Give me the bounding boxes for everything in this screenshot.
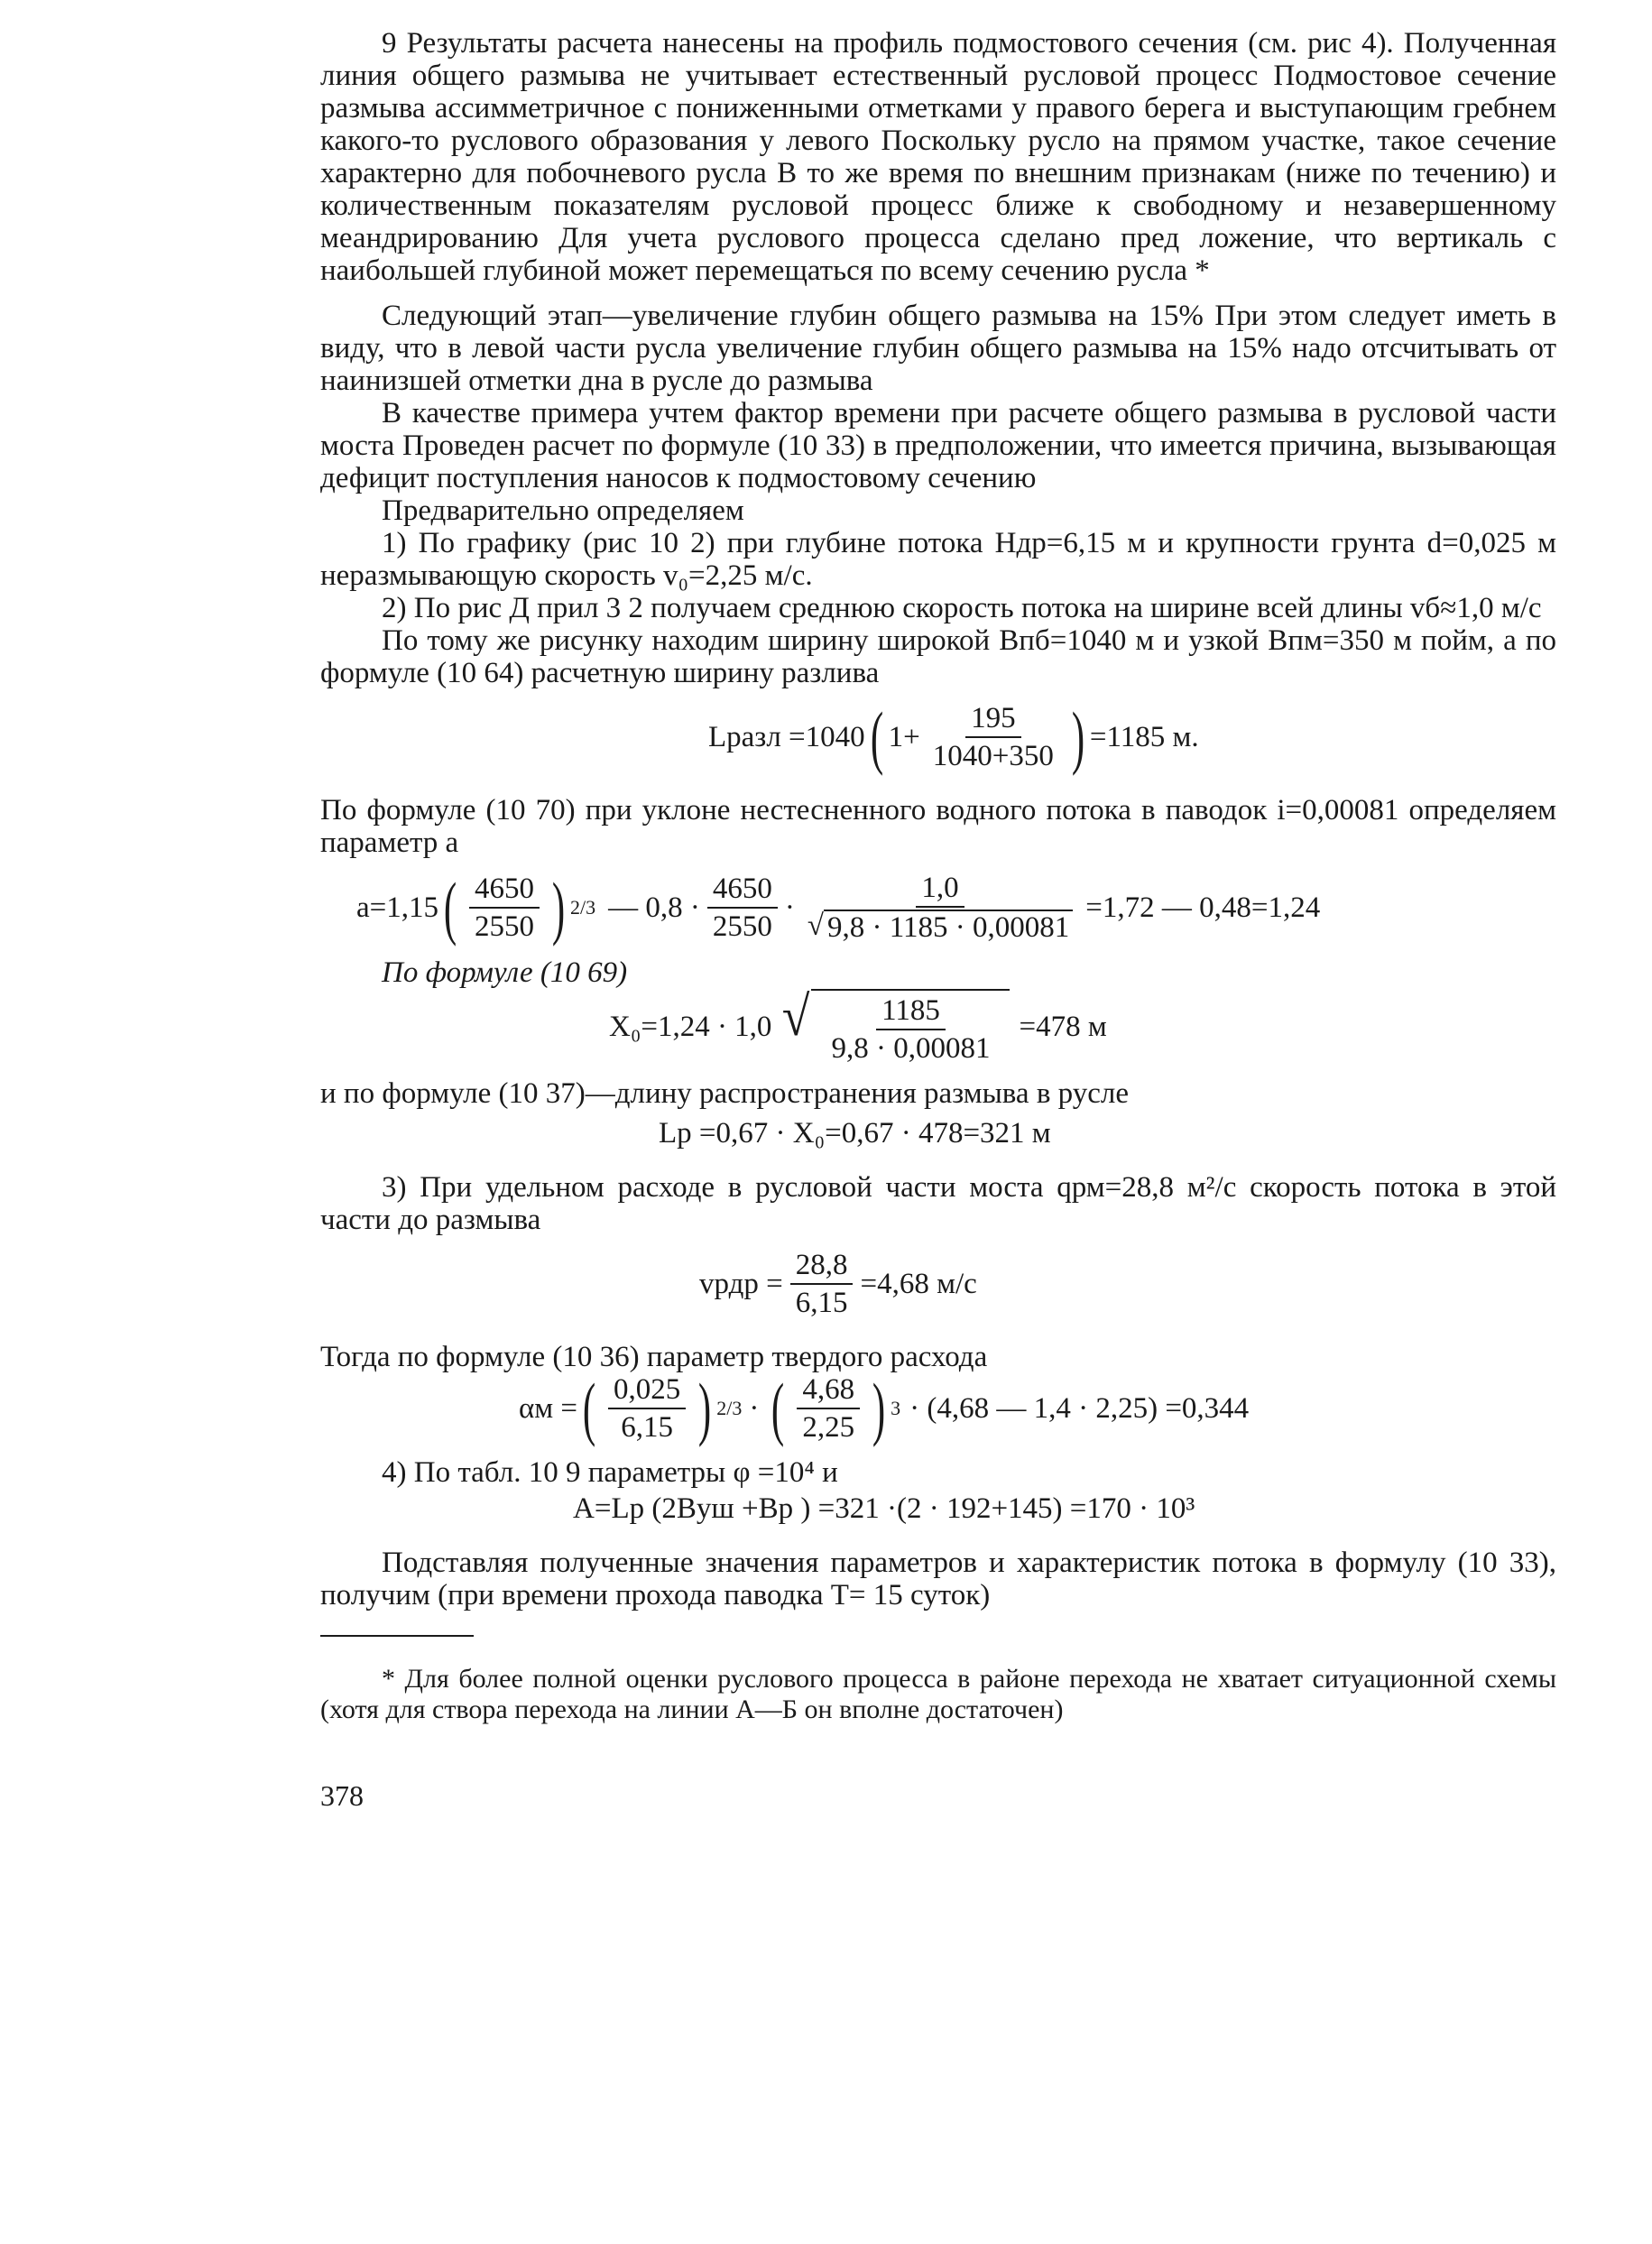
fraction [797, 1373, 860, 1444]
paren-right: ) [551, 868, 566, 947]
exponent: 3 [891, 1397, 901, 1419]
denominator: 2550 [712, 910, 772, 943]
formula-rhs: =478 м [1019, 1011, 1107, 1043]
sqrt-icon: √ [782, 986, 810, 1048]
numerator: 4,68 [797, 1373, 860, 1409]
formula-x0 [609, 986, 1556, 1065]
paren-right: ) [1071, 697, 1085, 776]
fraction [707, 873, 778, 943]
fraction [469, 873, 540, 943]
footnote-divider [320, 1635, 474, 1637]
sqrt-icon: √ [807, 910, 824, 942]
fraction [608, 1373, 686, 1444]
paren-left: ( [870, 697, 883, 776]
exponent: 2/3 [569, 896, 596, 919]
paragraph-substitution: Подставляя полученные значения параметров и характеристик потока в формулу (10 33), получим (при времени прохода паводка T= 15 суток) [320, 1547, 1556, 1611]
formula-rhs: · (4,68 — 1,4 · 2,25) =0,344 [909, 1392, 1250, 1425]
page-number: 378 [320, 1779, 364, 1812]
formula-rhs: =1185 м. [1089, 721, 1199, 753]
fraction [790, 1249, 854, 1319]
exponent: 2/3 [716, 1397, 743, 1419]
fraction [802, 872, 1078, 944]
numerator: 1,0 [916, 872, 964, 908]
paragraph-example: В качестве примера учтем фактор времени при расчете общего размыва в русловой части моста Проведен расчет по формуле (10 33) в предположении, что имеется причина, вызывающая дефицит поступления наносов к подмостовому сечению [320, 397, 1556, 494]
formula-lhs: a=1,15 [356, 891, 439, 924]
paragraph-formula-1037: и по формуле (10 37)—длину распространения размыва в русле [320, 1077, 1129, 1110]
formula-one-plus: 1+ [888, 721, 920, 753]
numerator: 195 [965, 702, 1021, 738]
paragraph-formula-1036: Тогда по формуле (10 36) параметр твердого расхода [320, 1341, 988, 1373]
dot-operator: · [749, 1392, 760, 1425]
item-1: 1) По графику (рис 10 2) при глубине потока Hдр=6,15 м и крупности грунта d=0,025 м неразмывающую скорость v₀=2,25 м/с. [320, 527, 1556, 592]
item-2: 2) По рис Д прил 3 2 получаем среднюю скорость потока на ширине всей длины vб≈1,0 м/с [382, 592, 1542, 624]
formula-lhs: vрдр = [699, 1268, 783, 1300]
numerator: 0,025 [608, 1373, 686, 1409]
paragraph-preliminary: Предварительно определяем [382, 494, 744, 527]
paragraph-formula-1069: По формуле (10 69) [382, 956, 628, 989]
footnote: * Для более полной оценки руслового процесса в районе перехода не хватает ситуационной схемы (хотя для створа перехода на линии А—Б он вполне достаточен) [320, 1664, 1556, 1724]
item-2-continued: По тому же рисунку находим ширину широкой Bпб=1040 м и узкой Bпм=350 м пойм, а по формуле (10 64) расчетную ширину разлива [320, 624, 1556, 689]
paren-right: ) [698, 1369, 712, 1447]
denominator: 2,25 [802, 1411, 855, 1444]
denominator: 9,8 · 0,00081 [831, 1032, 991, 1065]
formula-rhs: =4,68 м/с [860, 1268, 977, 1300]
formula-parameter-a [356, 868, 1556, 947]
numerator: 28,8 [790, 1249, 854, 1285]
formula-lhs: Lразл =1040 [708, 721, 865, 753]
sqrt [780, 986, 1010, 1065]
formula-a: A=Lр (2Bуш +Bр ) =321 ·(2 · 192+145) =170 · 10³ [573, 1492, 1195, 1525]
paragraph-next-stage: Следующий этап—увеличение глубин общего размыва на 15% При этом следует иметь в виду, что в левой части русла увеличение глубин общего размыва на 15% надо отсчитывать от наинизшей отметки дна в русле до размыва [320, 300, 1556, 397]
page [320, 27, 1556, 1812]
formula-rhs: =1,72 — 0,48=1,24 [1085, 891, 1321, 924]
paren-left: ( [582, 1369, 596, 1447]
fraction [928, 702, 1059, 772]
dot-operator: · [784, 891, 795, 924]
paren-left: ( [771, 1369, 785, 1447]
item-4: 4) По табл. 10 9 параметры φ =10⁴ и [382, 1456, 838, 1489]
formula-mid: — 0,8 · [608, 891, 700, 924]
item-3: 3) При удельном расходе в русловой части моста qрм=28,8 м²/с скорость потока в этой части до размыва [320, 1171, 1556, 1236]
numerator: 1185 [876, 994, 946, 1030]
fraction [826, 994, 995, 1065]
numerator: 4650 [707, 873, 778, 909]
formula-lhs: X₀=1,24 · 1,0 [609, 1011, 772, 1043]
numerator: 4650 [469, 873, 540, 909]
denominator [802, 908, 1078, 944]
formula-alpha [519, 1369, 1556, 1447]
formula-velocity [699, 1249, 1556, 1319]
denominator: 6,15 [795, 1287, 848, 1319]
denominator: 1040+350 [932, 740, 1054, 772]
paren-right: ) [872, 1369, 886, 1447]
paragraph-formula-1070: По формуле (10 70) при уклоне нестесненного водного потока в паводок i=0,00081 определяем параметр a [320, 794, 1556, 859]
radicand [811, 989, 1010, 1065]
denominator: 6,15 [621, 1411, 674, 1444]
formula-spread-width [708, 697, 1556, 776]
paragraph-results: 9 Результаты расчета нанесены на профиль подмостового сечения (см. рис 4). Полученная линия общего размыва не учитывает естественный русловой процесс Подмостовое сечение размыва ассимметричное с пониженными отметками у правого берега и выступающим гребнем какого-то руслового образования у левого Поскольку русло на прямом участке, такое сечение характерно для побочневого русла В то же время по внешним признакам (ниже по течению) и количественным показателям русловой процесс ближе к свободному и незавершенному меандрированию Для учета руслового процесса сделано пред ложение, что вертикаль с наибольшей глубиной может перемещаться по всему сечению русла * [320, 27, 1556, 287]
formula-lp: Lр =0,67 · X₀=0,67 · 478=321 м [659, 1117, 1051, 1150]
denominator: 2550 [475, 910, 534, 943]
paren-left: ( [443, 868, 457, 947]
radicand: 9,8 · 1185 · 0,00081 [824, 910, 1073, 944]
sqrt [808, 910, 1073, 944]
formula-lhs: αм = [519, 1392, 578, 1425]
